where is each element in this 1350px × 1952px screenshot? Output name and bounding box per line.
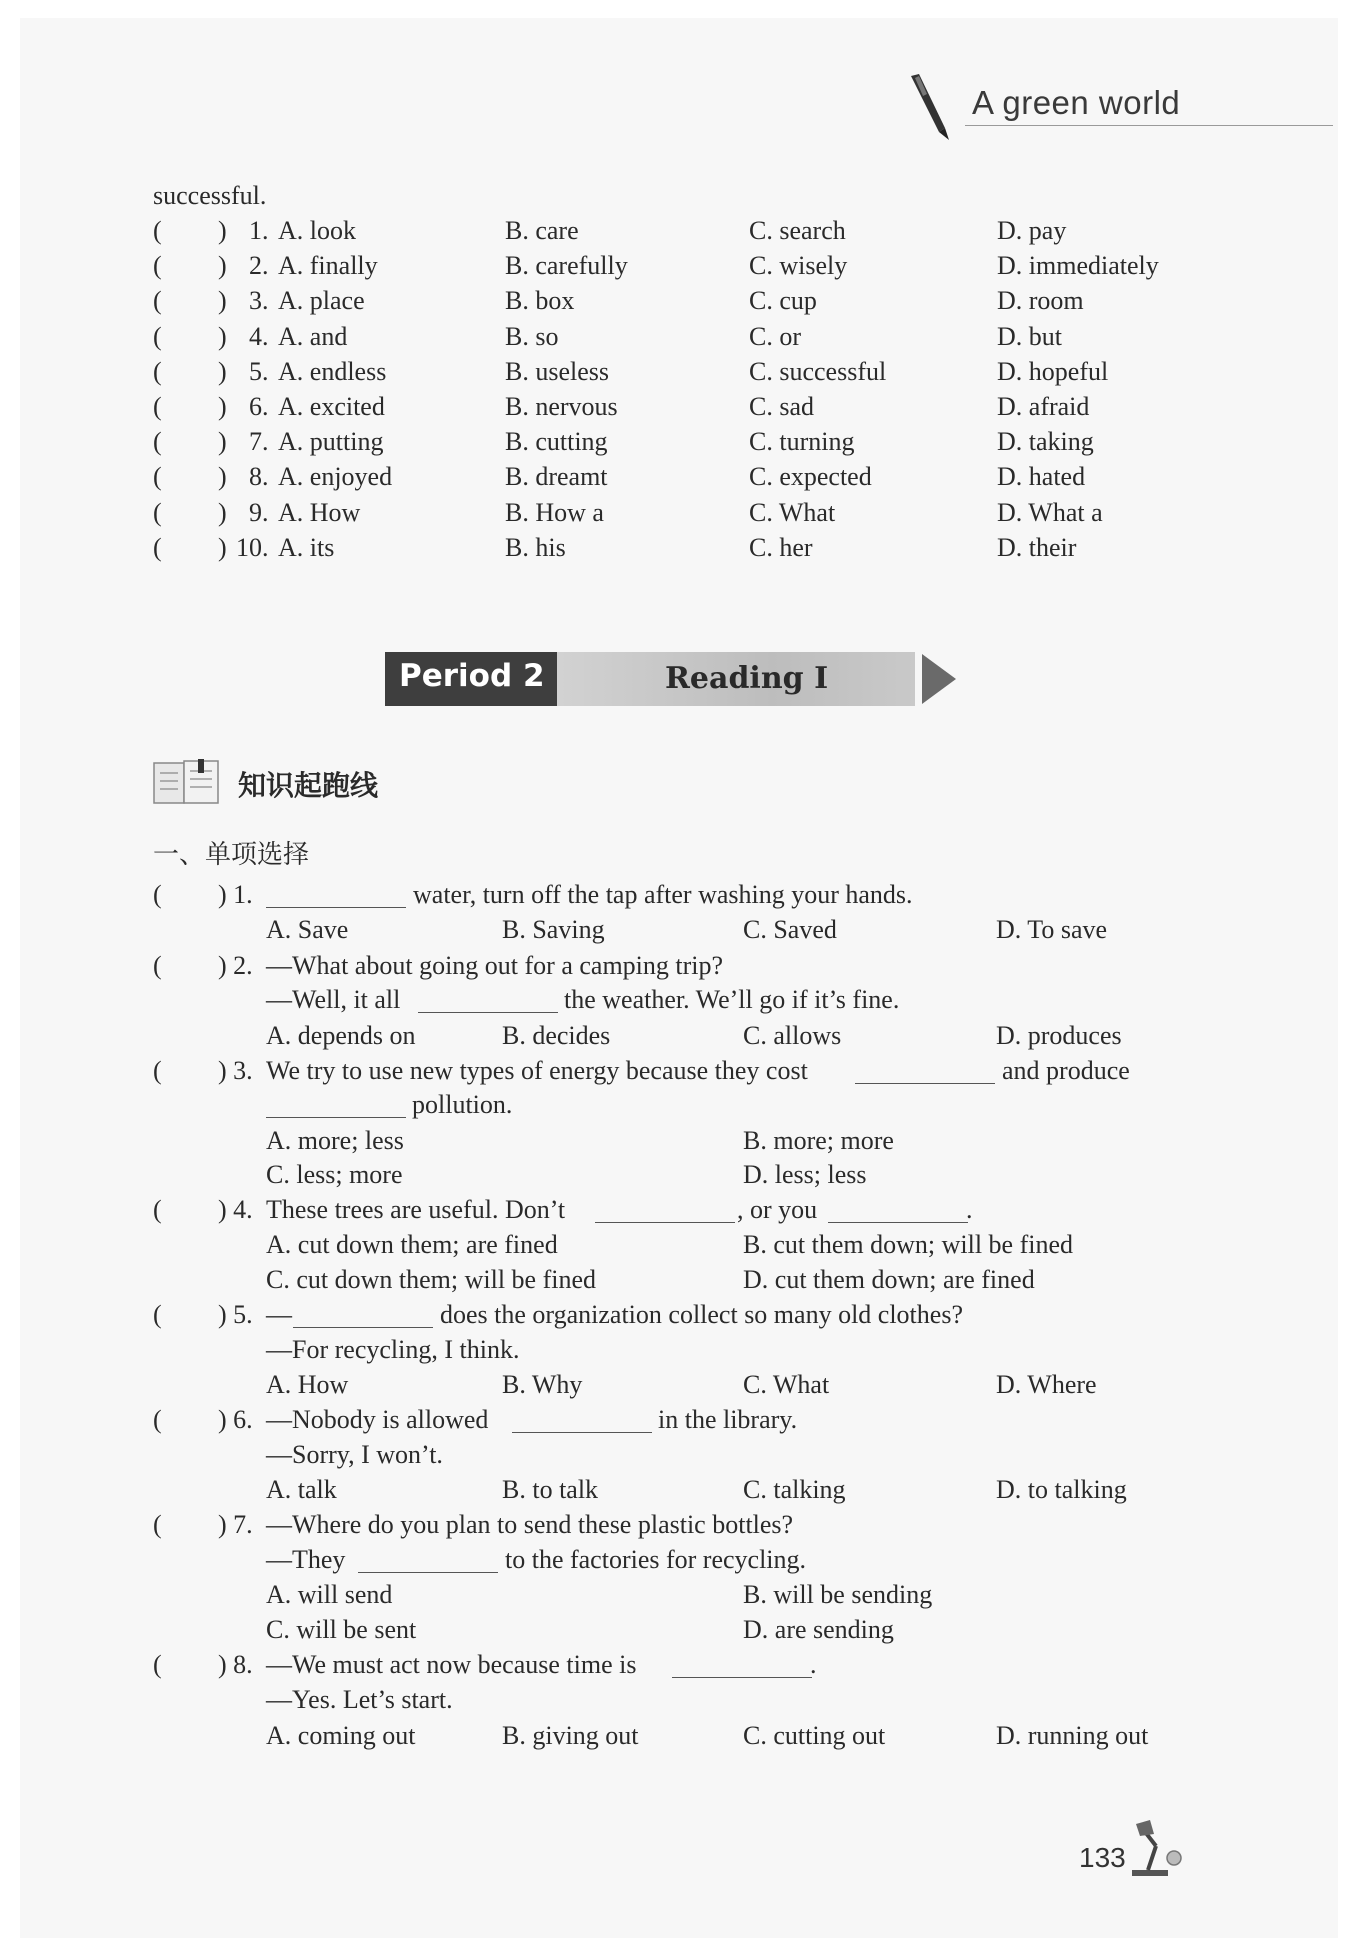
question-text: —What about going out for a camping trip?	[266, 951, 724, 980]
option-b[interactable]: B. so	[505, 322, 559, 351]
question-text: to the factories for recycling.	[505, 1545, 807, 1574]
paren-open: (	[153, 286, 162, 315]
answer-slot[interactable]	[168, 882, 216, 908]
option-d[interactable]: D. running out	[996, 1721, 1149, 1750]
answer-slot[interactable]	[168, 1058, 216, 1084]
paren-open: (	[153, 533, 162, 562]
option-a[interactable]: A. endless	[278, 357, 387, 386]
question-text: We try to use new types of energy because they cost	[266, 1056, 808, 1085]
question-number: ) 6.	[218, 1405, 253, 1434]
option-d[interactable]: D. are sending	[743, 1615, 894, 1644]
paren-close: )	[218, 251, 227, 280]
option-c[interactable]: C. successful	[749, 357, 887, 386]
option-b[interactable]: B. Why	[502, 1370, 583, 1399]
option-a[interactable]: A. place	[278, 286, 365, 315]
question-text: —Yes. Let’s start.	[266, 1685, 453, 1714]
page-number: 133	[1079, 1842, 1126, 1873]
option-b[interactable]: B. nervous	[505, 392, 618, 421]
option-c[interactable]: C. cup	[749, 286, 817, 315]
option-a[interactable]: A. How	[278, 498, 361, 527]
paren-open: (	[153, 1405, 162, 1434]
answer-slot[interactable]	[168, 1407, 216, 1433]
question-text: —For recycling, I think.	[266, 1335, 520, 1364]
option-d[interactable]: D. pay	[997, 216, 1067, 245]
q3-blank-1[interactable]	[855, 1057, 995, 1084]
option-b[interactable]: B. decides	[502, 1021, 611, 1050]
header-title: A green world	[972, 84, 1181, 121]
option-c[interactable]: C. What	[749, 498, 836, 527]
question-text: water, turn off the tap after washing your hands.	[413, 880, 913, 909]
question-number: 6.	[249, 392, 269, 421]
answer-slot[interactable]	[168, 359, 216, 385]
paren-open: (	[153, 1056, 162, 1085]
paren-open: (	[153, 427, 162, 456]
question-text: These trees are useful. Don’t	[266, 1195, 566, 1224]
answer-slot[interactable]	[168, 288, 216, 314]
option-a[interactable]: A. more; less	[266, 1126, 404, 1155]
question-text: in the library.	[658, 1405, 798, 1434]
option-b[interactable]: B. care	[505, 216, 579, 245]
question-text: —	[266, 1300, 292, 1329]
option-c[interactable]: C. cutting out	[743, 1721, 886, 1750]
option-c[interactable]: C. talking	[743, 1475, 846, 1504]
paren-open: (	[153, 216, 162, 245]
option-c[interactable]: C. allows	[743, 1021, 842, 1050]
q7-blank[interactable]	[358, 1546, 498, 1573]
option-a[interactable]: A. will send	[266, 1580, 393, 1609]
option-b[interactable]: B. more; more	[743, 1126, 894, 1155]
question-number: 2.	[249, 251, 269, 280]
q5-blank[interactable]	[293, 1301, 433, 1328]
period-label: Period 2	[399, 658, 545, 694]
option-c[interactable]: C. her	[749, 533, 813, 562]
option-d[interactable]: D. room	[997, 286, 1084, 315]
option-d[interactable]: D. hopeful	[997, 357, 1109, 386]
section-subtitle: 一、单项选择	[153, 840, 310, 870]
option-a[interactable]: A. putting	[278, 427, 384, 456]
paren-close: )	[218, 427, 227, 456]
q3-blank-2[interactable]	[266, 1091, 406, 1118]
option-a[interactable]: A. talk	[266, 1475, 337, 1504]
question-text: —Well, it all	[266, 985, 401, 1014]
option-b[interactable]: B. box	[505, 286, 575, 315]
q2-blank[interactable]	[418, 986, 558, 1013]
play-arrow-icon	[922, 654, 956, 704]
option-b[interactable]: B. giving out	[502, 1721, 639, 1750]
question-number: ) 8.	[218, 1650, 253, 1679]
paren-open: (	[153, 251, 162, 280]
paren-open: (	[153, 880, 162, 909]
question-text: pollution.	[412, 1090, 513, 1119]
answer-slot[interactable]	[168, 1512, 216, 1538]
paren-close: )	[218, 392, 227, 421]
option-b[interactable]: B. Saving	[502, 915, 605, 944]
paren-open: (	[153, 1510, 162, 1539]
question-text: —Nobody is allowed	[266, 1405, 489, 1434]
paren-close: )	[218, 357, 227, 386]
paren-close: )	[218, 498, 227, 527]
book-icon	[152, 757, 224, 812]
question-text: the weather. We’ll go if it’s fine.	[564, 985, 900, 1014]
option-b[interactable]: B. carefully	[505, 251, 628, 280]
option-a[interactable]: A. finally	[278, 251, 378, 280]
option-d[interactable]: D. cut them down; are fined	[743, 1265, 1035, 1294]
answer-slot[interactable]	[168, 429, 216, 455]
option-c[interactable]: C. expected	[749, 462, 872, 491]
question-number: 1.	[249, 216, 269, 245]
option-d[interactable]: D. What a	[997, 498, 1103, 527]
header-rule	[965, 125, 1333, 126]
answer-slot[interactable]	[168, 1197, 216, 1223]
option-a[interactable]: A. coming out	[266, 1721, 416, 1750]
option-c[interactable]: C. or	[749, 322, 801, 351]
paren-close: )	[218, 462, 227, 491]
option-c[interactable]: C. wisely	[749, 251, 848, 280]
option-b[interactable]: B. his	[505, 533, 566, 562]
option-b[interactable]: B. cutting	[505, 427, 608, 456]
option-b[interactable]: B. cut them down; will be fined	[743, 1230, 1074, 1259]
option-a[interactable]: A. How	[266, 1370, 349, 1399]
answer-slot[interactable]	[168, 324, 216, 350]
option-d[interactable]: D. To save	[996, 915, 1108, 944]
period-banner	[385, 652, 915, 706]
paren-open: (	[153, 1300, 162, 1329]
answer-slot[interactable]	[168, 953, 216, 979]
q4-blank-1[interactable]	[595, 1196, 735, 1223]
question-number: 3.	[249, 286, 269, 315]
answer-slot[interactable]	[168, 1302, 216, 1328]
option-d[interactable]: D. afraid	[997, 392, 1090, 421]
paren-open: (	[153, 462, 162, 491]
pen-icon	[905, 72, 953, 149]
option-b[interactable]: B. useless	[505, 357, 609, 386]
question-number: ) 3.	[218, 1056, 253, 1085]
option-c[interactable]: C. Saved	[743, 915, 837, 944]
option-c[interactable]: C. cut down them; will be fined	[266, 1265, 597, 1294]
question-text: .	[810, 1650, 817, 1679]
answer-slot[interactable]	[168, 394, 216, 420]
q1-blank[interactable]	[266, 881, 406, 908]
question-number: ) 7.	[218, 1510, 253, 1539]
option-b[interactable]: B. How a	[505, 498, 604, 527]
option-c[interactable]: C. will be sent	[266, 1615, 417, 1644]
question-number: 10.	[236, 533, 269, 562]
option-d[interactable]: D. to talking	[996, 1475, 1127, 1504]
q4-blank-2[interactable]	[828, 1196, 968, 1223]
paren-open: (	[153, 951, 162, 980]
option-a[interactable]: A. its	[278, 533, 335, 562]
answer-slot[interactable]	[168, 253, 216, 279]
question-text: does the organization collect so many old clothes?	[440, 1300, 963, 1329]
paren-open: (	[153, 498, 162, 527]
option-d[interactable]: D. produces	[996, 1021, 1122, 1050]
paren-open: (	[153, 1650, 162, 1679]
section-title: 知识起跑线	[238, 769, 379, 802]
question-text: —Sorry, I won’t.	[266, 1440, 443, 1469]
answer-slot[interactable]	[168, 500, 216, 526]
option-d[interactable]: D. immediately	[997, 251, 1159, 280]
answer-slot[interactable]	[168, 535, 216, 561]
option-c[interactable]: C. search	[749, 216, 846, 245]
answer-slot[interactable]	[168, 218, 216, 244]
option-d[interactable]: D. but	[997, 322, 1062, 351]
option-a[interactable]: A. depends on	[266, 1021, 416, 1050]
passage-tail: successful.	[153, 181, 267, 210]
option-c[interactable]: C. What	[743, 1370, 830, 1399]
question-text: —They	[266, 1545, 346, 1574]
option-b[interactable]: B. dreamt	[505, 462, 608, 491]
answer-slot[interactable]	[168, 1652, 216, 1678]
question-text: —Where do you plan to send these plastic bottles?	[266, 1510, 794, 1539]
option-a[interactable]: A. excited	[278, 392, 385, 421]
option-c[interactable]: C. less; more	[266, 1160, 403, 1189]
answer-slot[interactable]	[168, 464, 216, 490]
q8-blank[interactable]	[672, 1651, 812, 1678]
question-number: ) 5.	[218, 1300, 253, 1329]
option-d[interactable]: D. less; less	[743, 1160, 867, 1189]
option-d[interactable]: D. their	[997, 533, 1077, 562]
question-number: 9.	[249, 498, 269, 527]
question-text: .	[966, 1195, 973, 1224]
option-a[interactable]: A. cut down them; are fined	[266, 1230, 558, 1259]
paren-open: (	[153, 357, 162, 386]
option-d[interactable]: D. taking	[997, 427, 1094, 456]
option-c[interactable]: C. sad	[749, 392, 814, 421]
option-a[interactable]: A. enjoyed	[278, 462, 393, 491]
paren-close: )	[218, 533, 227, 562]
question-number: 8.	[249, 462, 269, 491]
question-text: and produce	[1002, 1056, 1130, 1085]
q6-blank[interactable]	[512, 1406, 652, 1433]
question-number: ) 4.	[218, 1195, 253, 1224]
reading-label: Reading I	[665, 661, 829, 696]
question-number: 4.	[249, 322, 269, 351]
option-d[interactable]: D. Where	[996, 1370, 1097, 1399]
question-text: , or you	[737, 1195, 818, 1224]
question-number: 7.	[249, 427, 269, 456]
option-a[interactable]: A. and	[278, 322, 348, 351]
question-number: ) 1.	[218, 880, 253, 909]
question-text: —We must act now because time is	[266, 1650, 637, 1679]
paren-close: )	[218, 216, 227, 245]
option-b[interactable]: B. will be sending	[743, 1580, 933, 1609]
paren-open: (	[153, 322, 162, 351]
paren-close: )	[218, 286, 227, 315]
paren-close: )	[218, 322, 227, 351]
lamp-icon	[1128, 1818, 1188, 1883]
paren-open: (	[153, 392, 162, 421]
question-number: 5.	[249, 357, 269, 386]
option-d[interactable]: D. hated	[997, 462, 1086, 491]
question-number: ) 2.	[218, 951, 253, 980]
option-a[interactable]: A. Save	[266, 915, 349, 944]
option-a[interactable]: A. look	[278, 216, 356, 245]
option-c[interactable]: C. turning	[749, 427, 855, 456]
option-b[interactable]: B. to talk	[502, 1475, 599, 1504]
paren-open: (	[153, 1195, 162, 1224]
